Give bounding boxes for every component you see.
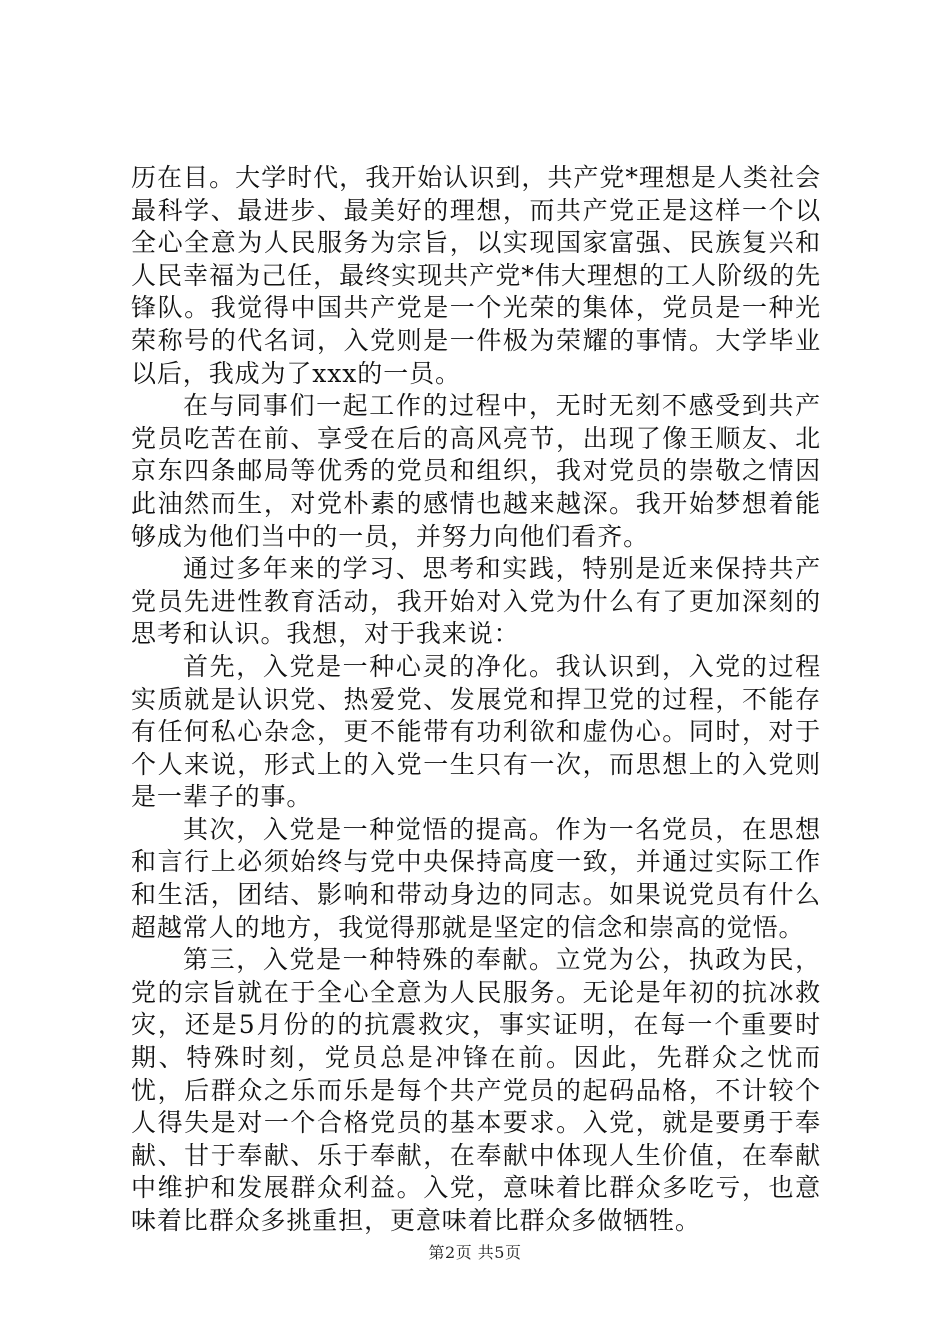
paragraph: 首先，入党是一种心灵的净化。我认识到，入党的过程实质就是认识党、热爱党、发展党和捍卫党的过程，不能存有任何私心杂念，更不能带有功利欲和虚伪心。同时，对于个人来说，形式上的入党一生只有一次，而思想上的入党则是一辈子的事。 xyxy=(131,651,821,812)
paragraph: 其次，入党是一种觉悟的提高。作为一名党员，在思想和言行上必须始终与党中央保持高度一致，并通过实际工作和生活，团结、影响和带动身边的同志。如果说党员有什么超越常人的地方，我觉得那就是坚定的信念和崇高的觉悟。 xyxy=(131,814,821,942)
paragraph: 第三，入党是一种特殊的奉献。立党为公，执政为民，党的宗旨就在于全心全意为人民服务。无论是年初的抗冰救灾，还是5月份的的抗震救灾，事实证明，在每一个重要时期、特殊时刻，党员总是冲锋在前。因此，先群众之忧而忧，后群众之乐而乐是每个共产党员的起码品格，不计较个人得失是对一个合格党员的基本要求。入党，就是要勇于奉献、甘于奉献、乐于奉献，在奉献中体现人生价值，在奉献中维护和发展群众利益。入党，意味着比群众多吃亏，也意味着比群众多挑重担，更意味着比群众多做牺牲。 xyxy=(131,945,821,1235)
paragraph: 通过多年来的学习、思考和实践，特别是近来保持共产党员先进性教育活动，我开始对入党为什么有了更加深刻的思考和认识。我想，对于我来说： xyxy=(131,554,821,649)
paragraph-continued: 历在目。大学时代，我开始认识到，共产党*理想是人类社会最科学、最进步、最美好的理想，而共产党正是这样一个以全心全意为人民服务为宗旨，以实现国家富强、民族复兴和人民幸福为己任，最终实现共产党*伟大理想的工人阶级的先锋队。我觉得中国共产党是一个光荣的集体，党员是一种光荣称号的代名词，入党则是一件极为荣耀的事情。大学毕业以后，我成为了xxx的一员。 xyxy=(131,163,821,388)
paragraph: 在与同事们一起工作的过程中，无时无刻不感受到共产党员吃苦在前、享受在后的高风亮节，出现了像王顺友、北京东四条邮局等优秀的党员和组织，我对党员的崇敬之情因此油然而生，对党朴素的感情也越来越深。我开始梦想着能够成为他们当中的一员，并努力向他们看齐。 xyxy=(131,391,821,551)
document-body xyxy=(131,162,821,1238)
page-number-footer: 第2页 共5页 xyxy=(428,1243,522,1262)
